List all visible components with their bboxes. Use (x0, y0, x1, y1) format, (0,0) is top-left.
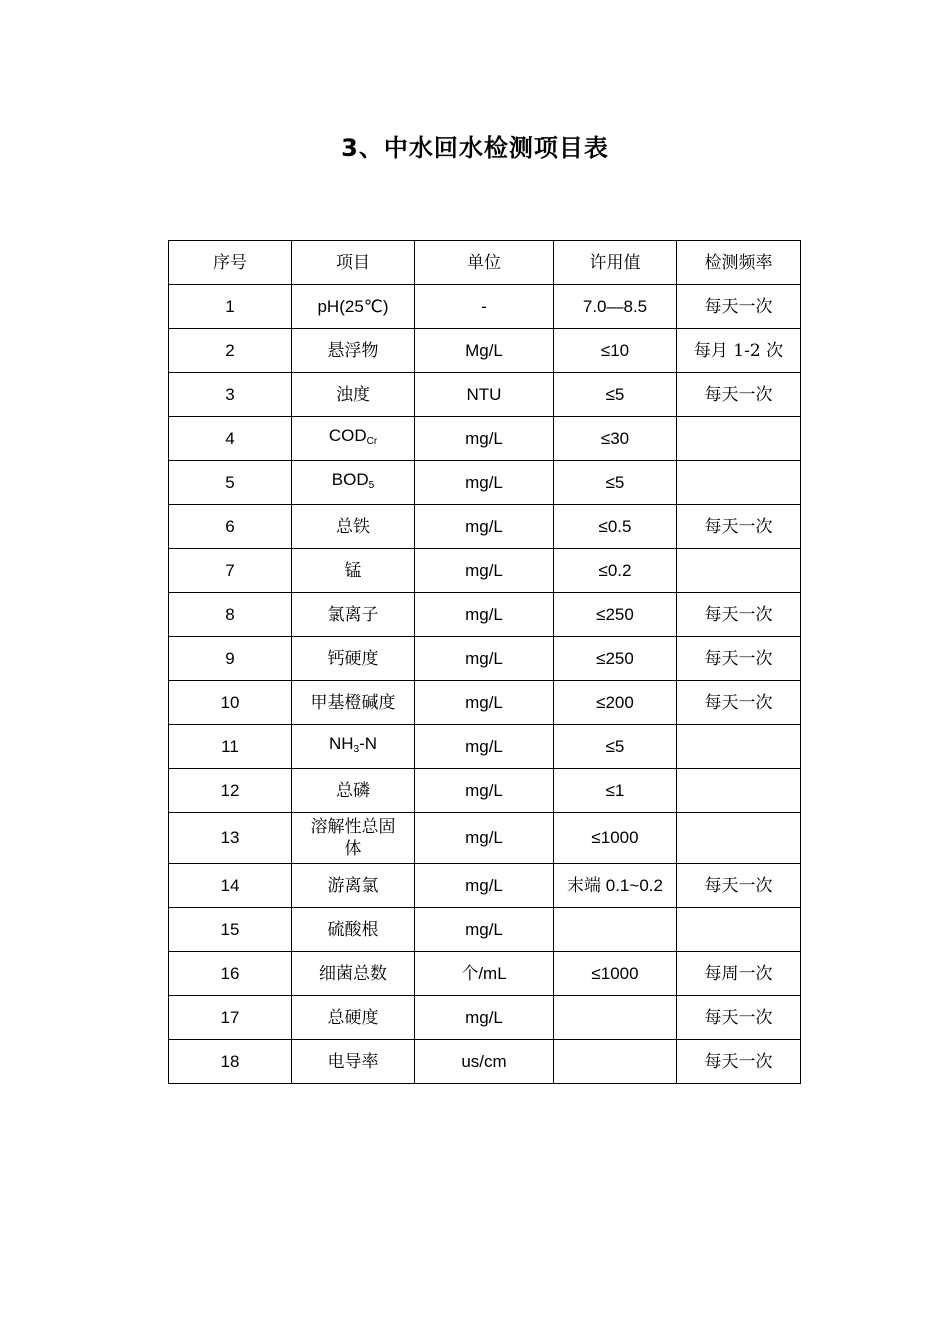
cell-item: 硫酸根 (292, 908, 415, 952)
cell-limit: ≤250 (554, 637, 677, 681)
cell-unit: mg/L (415, 725, 554, 769)
header-unit: 单位 (415, 241, 554, 285)
item-formula-tail: -N (359, 733, 378, 753)
cell-item: 总硬度 (292, 996, 415, 1040)
table-row (169, 549, 801, 593)
cell-limit: ≤1000 (554, 952, 677, 996)
header-item: 项目 (292, 241, 415, 285)
item-formula-subscript: Cr (366, 435, 378, 447)
cell-no: 17 (169, 996, 292, 1040)
cell-frequency (677, 908, 801, 952)
cell-limit (554, 1040, 677, 1084)
cell-limit: ≤0.2 (554, 549, 677, 593)
cell-frequency (677, 549, 801, 593)
table-row (169, 285, 801, 329)
cell-unit: mg/L (415, 996, 554, 1040)
cell-no: 16 (169, 952, 292, 996)
table-row (169, 864, 801, 908)
cell-frequency: 每天一次 (677, 637, 801, 681)
cell-no: 18 (169, 1040, 292, 1084)
cell-no: 6 (169, 505, 292, 549)
item-formula-subscript: 5 (368, 479, 375, 491)
cell-item (292, 461, 415, 505)
cell-limit: 7.0—8.5 (554, 285, 677, 329)
cell-limit: 末端 0.1~0.2 (554, 864, 677, 908)
cell-frequency: 每天一次 (677, 864, 801, 908)
item-line-1: 溶解性总固 (310, 817, 396, 837)
table-row (169, 329, 801, 373)
document-title: 3、中水回水检测项目表 (341, 134, 609, 162)
cell-no: 7 (169, 549, 292, 593)
cell-limit: ≤5 (554, 373, 677, 417)
cell-no: 15 (169, 908, 292, 952)
header-frequency: 检测频率 (677, 241, 801, 285)
table-row (169, 769, 801, 813)
cell-unit: - (415, 285, 554, 329)
cell-no: 8 (169, 593, 292, 637)
cell-item (292, 417, 415, 461)
cell-item: pH(25℃) (292, 285, 415, 329)
cell-unit: mg/L (415, 769, 554, 813)
cell-no: 12 (169, 769, 292, 813)
cell-frequency: 每天一次 (677, 1040, 801, 1084)
cell-item: 总铁 (292, 505, 415, 549)
cell-no: 14 (169, 864, 292, 908)
cell-unit: mg/L (415, 417, 554, 461)
cell-item: 悬浮物 (292, 329, 415, 373)
cell-frequency: 每天一次 (677, 505, 801, 549)
cell-limit (554, 996, 677, 1040)
cell-no: 11 (169, 725, 292, 769)
cell-unit: Mg/L (415, 329, 554, 373)
cell-item: 甲基橙碱度 (292, 681, 415, 725)
table-row (169, 952, 801, 996)
cell-no: 13 (169, 813, 292, 864)
cell-item: 锰 (292, 549, 415, 593)
cell-unit: mg/L (415, 549, 554, 593)
table-row (169, 505, 801, 549)
cell-limit: ≤1 (554, 769, 677, 813)
cell-unit: mg/L (415, 864, 554, 908)
cell-unit: mg/L (415, 461, 554, 505)
table-row (169, 1040, 801, 1084)
cell-item: 氯离子 (292, 593, 415, 637)
table-row (169, 593, 801, 637)
cell-item: 总磷 (292, 769, 415, 813)
cell-limit: ≤10 (554, 329, 677, 373)
cell-no: 5 (169, 461, 292, 505)
table-row (169, 725, 801, 769)
cell-no: 9 (169, 637, 292, 681)
cell-limit: ≤30 (554, 417, 677, 461)
item-formula-subscript: 3 (353, 743, 360, 755)
table-row (169, 461, 801, 505)
cell-unit: mg/L (415, 813, 554, 864)
cell-unit: mg/L (415, 681, 554, 725)
cell-item (292, 813, 415, 864)
cell-frequency (677, 417, 801, 461)
item-formula-main: COD (328, 425, 367, 445)
cell-limit: ≤1000 (554, 813, 677, 864)
cell-limit: ≤5 (554, 461, 677, 505)
cell-item: 电导率 (292, 1040, 415, 1084)
header-no: 序号 (169, 241, 292, 285)
item-line-2: 体 (344, 839, 362, 859)
cell-frequency (677, 769, 801, 813)
cell-no: 1 (169, 285, 292, 329)
table-row (169, 908, 801, 952)
monitoring-items-table (168, 240, 801, 1084)
cell-item: 钙硬度 (292, 637, 415, 681)
cell-no: 10 (169, 681, 292, 725)
item-formula-main: BOD (331, 469, 369, 489)
table-row (169, 681, 801, 725)
cell-frequency (677, 461, 801, 505)
cell-unit: us/cm (415, 1040, 554, 1084)
cell-limit: ≤250 (554, 593, 677, 637)
cell-no: 3 (169, 373, 292, 417)
cell-frequency (677, 725, 801, 769)
cell-limit: ≤0.5 (554, 505, 677, 549)
cell-limit: ≤200 (554, 681, 677, 725)
cell-frequency (677, 813, 801, 864)
cell-frequency: 每天一次 (677, 373, 801, 417)
cell-unit: NTU (415, 373, 554, 417)
table-row (169, 417, 801, 461)
cell-unit: mg/L (415, 505, 554, 549)
cell-unit: mg/L (415, 593, 554, 637)
table-row (169, 373, 801, 417)
cell-no: 2 (169, 329, 292, 373)
table-row (169, 996, 801, 1040)
table-row (169, 813, 801, 864)
cell-limit: ≤5 (554, 725, 677, 769)
table-header-row (169, 241, 801, 285)
cell-frequency: 每天一次 (677, 593, 801, 637)
cell-unit: 个/mL (415, 952, 554, 996)
cell-frequency: 每天一次 (677, 285, 801, 329)
header-limit: 许用值 (554, 241, 677, 285)
cell-frequency: 每天一次 (677, 996, 801, 1040)
item-formula-main: NH (328, 733, 354, 753)
cell-unit: mg/L (415, 637, 554, 681)
cell-frequency: 每月 1-2 次 (677, 329, 801, 373)
table-row (169, 637, 801, 681)
cell-frequency: 每天一次 (677, 681, 801, 725)
cell-item: 游离氯 (292, 864, 415, 908)
cell-item: 细菌总数 (292, 952, 415, 996)
cell-unit: mg/L (415, 908, 554, 952)
cell-limit (554, 908, 677, 952)
cell-item (292, 725, 415, 769)
cell-item: 浊度 (292, 373, 415, 417)
cell-frequency: 每周一次 (677, 952, 801, 996)
cell-no: 4 (169, 417, 292, 461)
